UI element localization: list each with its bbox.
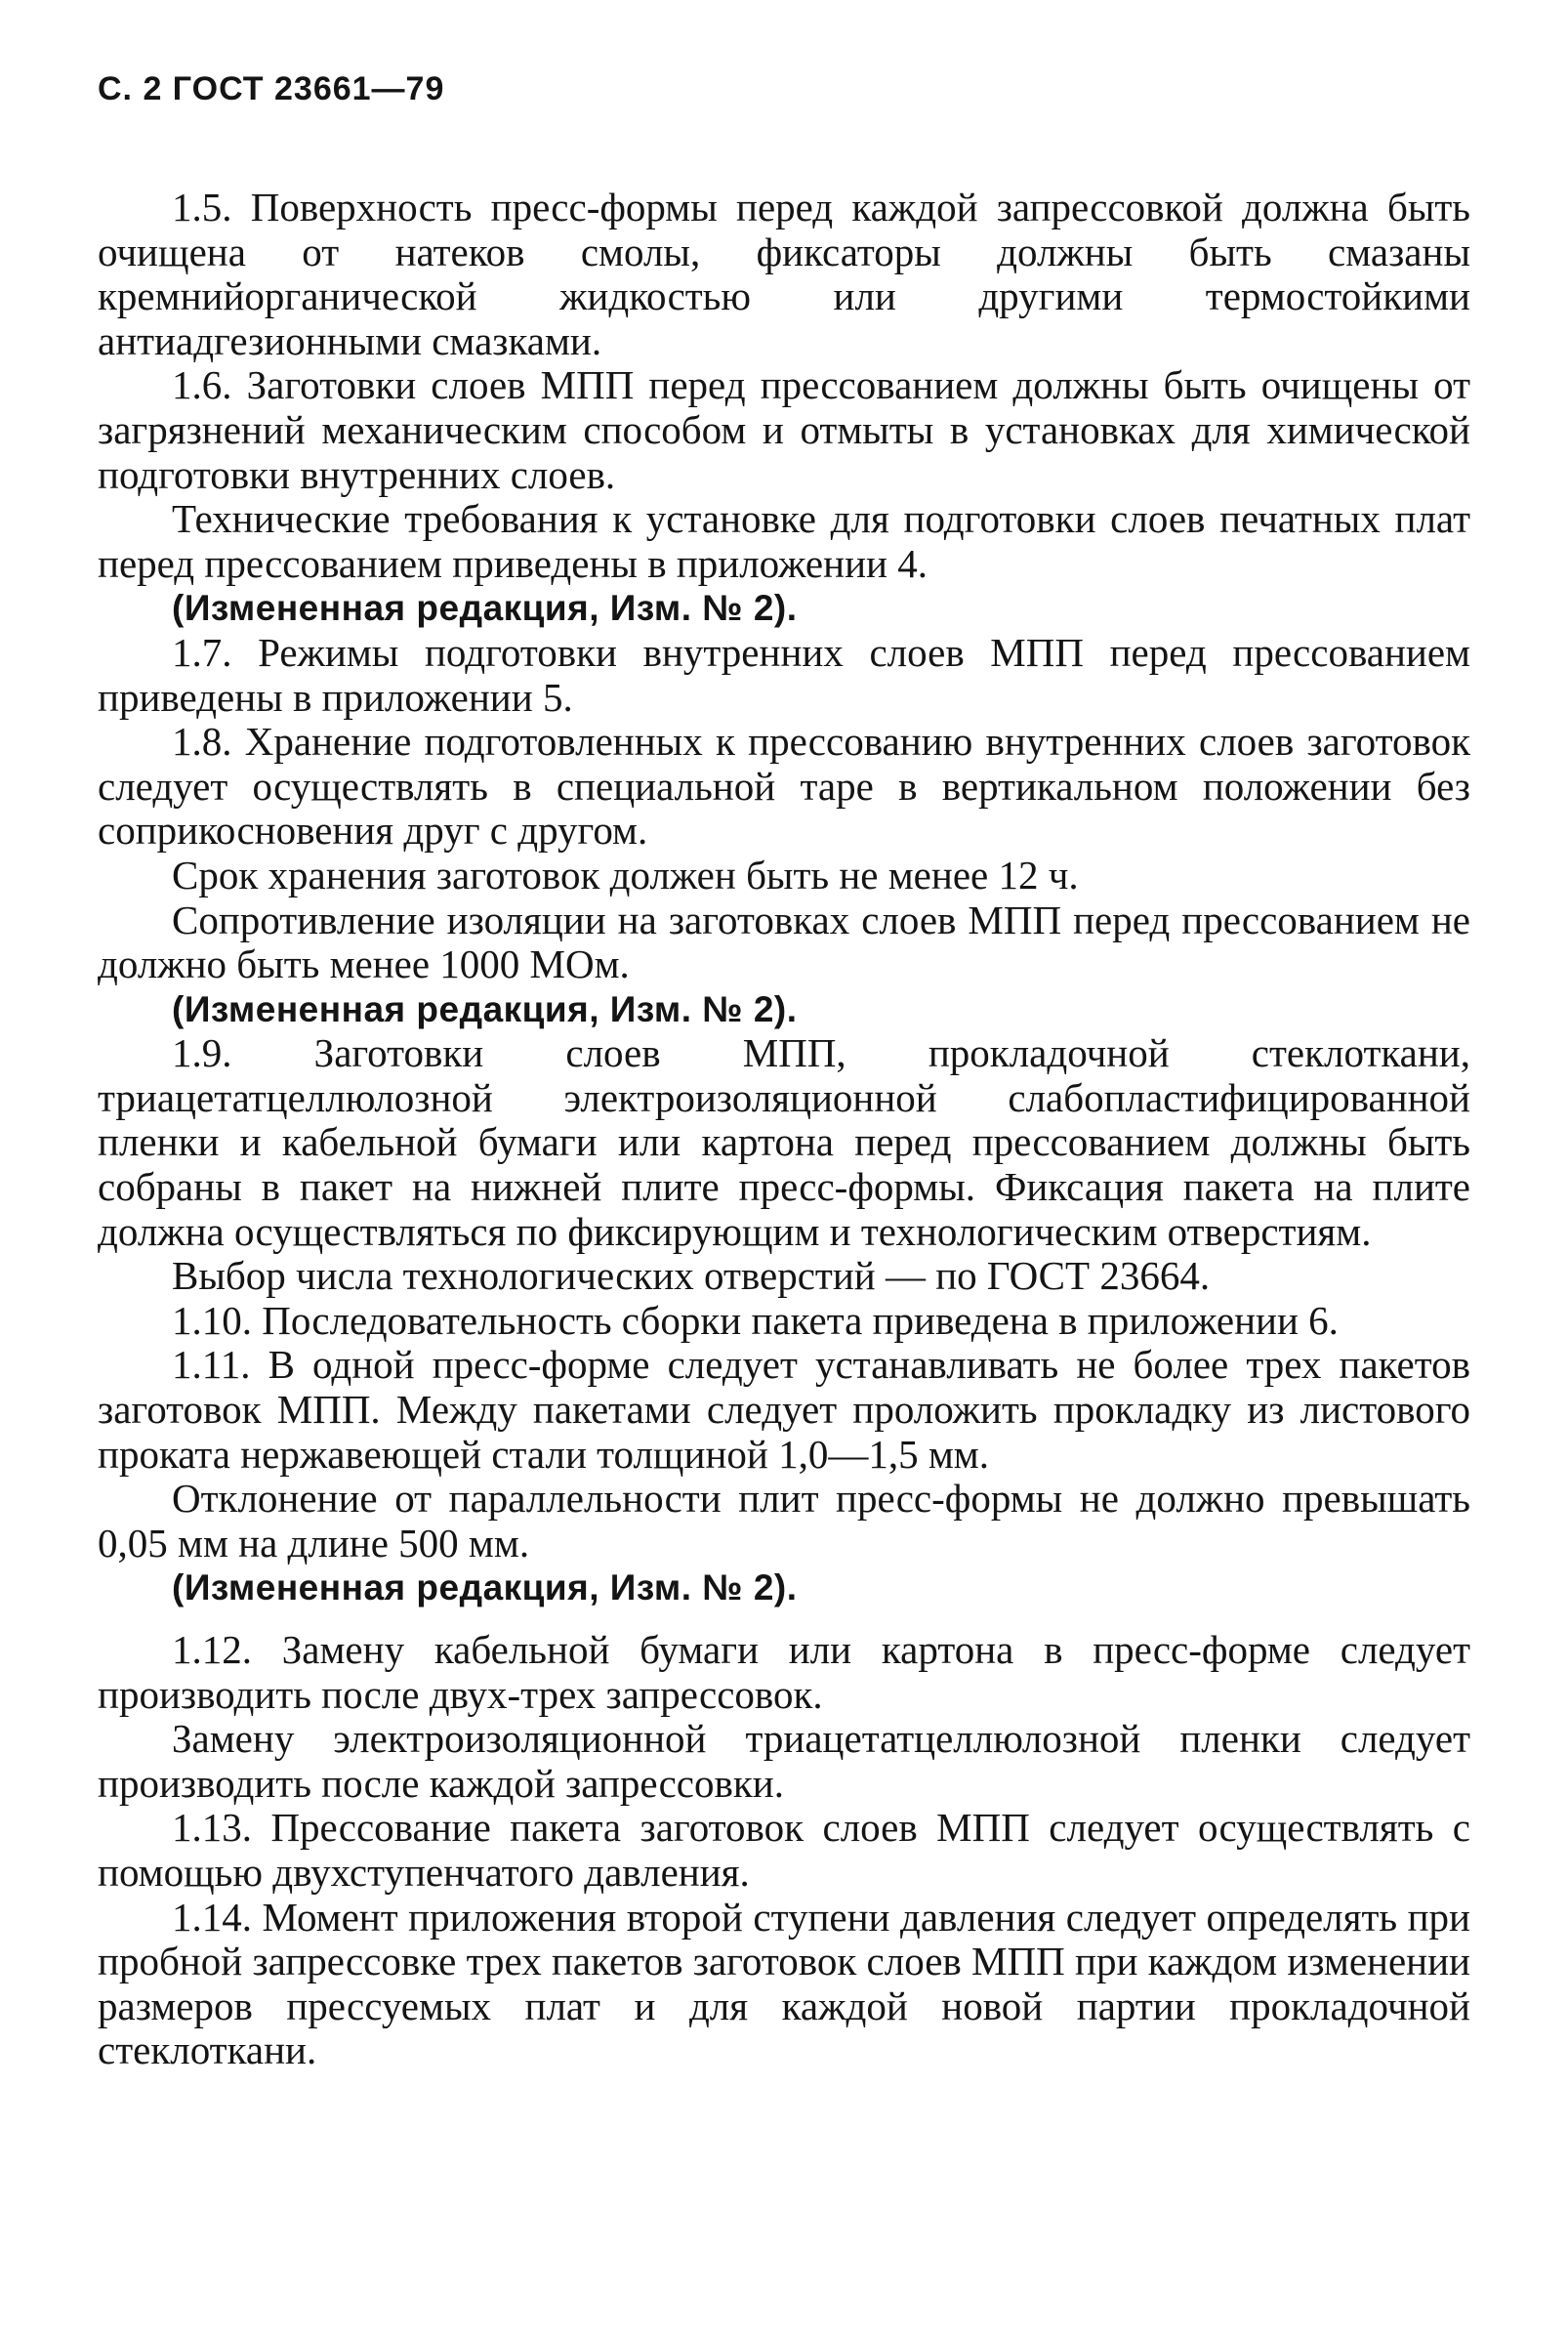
paragraph-1-7: 1.7. Режимы подготовки внутренних слоев МПП перед прессованием приведены в приложении 5. <box>98 629 1470 720</box>
paragraph-1-5: 1.5. Поверхность пресс-формы перед каждой запрессовкой должна быть очищена от натеков смолы, фиксаторы должны быть смазаны кремнийорганической жидкостью или другими термостойкими антиадгезионными смазками. <box>98 185 1470 363</box>
paragraph-1-14: 1.14. Момент приложения второй ступени давления следует определять при пробной запрессовке трех пакетов заготовок слоев МПП при каждом изменении размеров прессуемых плат и для каждой новой партии прокладочной стеклоткани. <box>98 1894 1470 2073</box>
paragraph-film-replacement: Замену электроизоляционной триацетатцеллюлозной пленки следует производить после каждой запрессовки. <box>98 1716 1470 1806</box>
paragraph-holes-selection: Выбор числа технологических отверстий — по ГОСТ 23664. <box>172 1253 1211 1299</box>
paragraph-1-8: 1.8. Хранение подготовленных к прессованию внутренних слоев заготовок следует осуществлять в специальной таре в вертикальном положении без соприкосновения друг с другом. <box>98 719 1470 854</box>
paragraph-1-9: 1.9. Заготовки слоев МПП, прокладочной стеклоткани, триацетатцеллюлозной электроизоляционной слабопластифицированной пленки и кабельной бумаги или картона перед прессованием должны быть собраны в пакет на нижней плите пресс-формы. Фиксация пакета на плите должна осуществляться по фиксирующим и технологическим отверстиям. <box>98 1030 1470 1254</box>
amendment-note: (Измененная редакция, Изм. № 2). <box>172 988 798 1029</box>
amendment-note: (Измененная редакция, Изм. № 2). <box>172 1567 798 1608</box>
paragraph-storage-period: Срок хранения заготовок должен быть не менее 12 ч. <box>172 852 1079 898</box>
amendment-note: (Измененная редакция, Изм. № 2). <box>172 588 798 629</box>
paragraph-insulation-resistance: Сопротивление изоляции на заготовках слоев МПП перед прессованием не должно быть менее 1000 МОм. <box>98 897 1470 987</box>
page-header: С. 2 ГОСТ 23661—79 <box>98 70 445 107</box>
paragraph-1-13: 1.13. Прессование пакета заготовок слоев МПП следует осуществлять с помощью двухступенчатого давления. <box>98 1805 1470 1895</box>
paragraph-1-10: 1.10. Последовательность сборки пакета приведена в приложении 6. <box>172 1297 1339 1343</box>
paragraph-tech-requirements: Технические требования к установке для подготовки слоев печатных плат перед прессованием приведены в приложении 4. <box>98 496 1470 586</box>
paragraph-1-6: 1.6. Заготовки слоев МПП перед прессованием должны быть очищены от загрязнений механическим способом и отмыты в установках для химической подготовки внутренних слоев. <box>98 362 1470 497</box>
paragraph-parallelism: Отклонение от параллельности плит пресс-формы не должно превышать 0,05 мм на длине 500 мм. <box>98 1476 1470 1566</box>
document-body <box>98 186 1470 2073</box>
paragraph-1-12: 1.12. Замену кабельной бумаги или картона в пресс-форме следует производить после двух-трех запрессовок. <box>98 1627 1470 1717</box>
paragraph-1-11: 1.11. В одной пресс-форме следует устанавливать не более трех пакетов заготовок МПП. Между пакетами следует проложить прокладку из листового проката нержавеющей стали толщиной 1,0—1,5 мм. <box>98 1342 1470 1477</box>
